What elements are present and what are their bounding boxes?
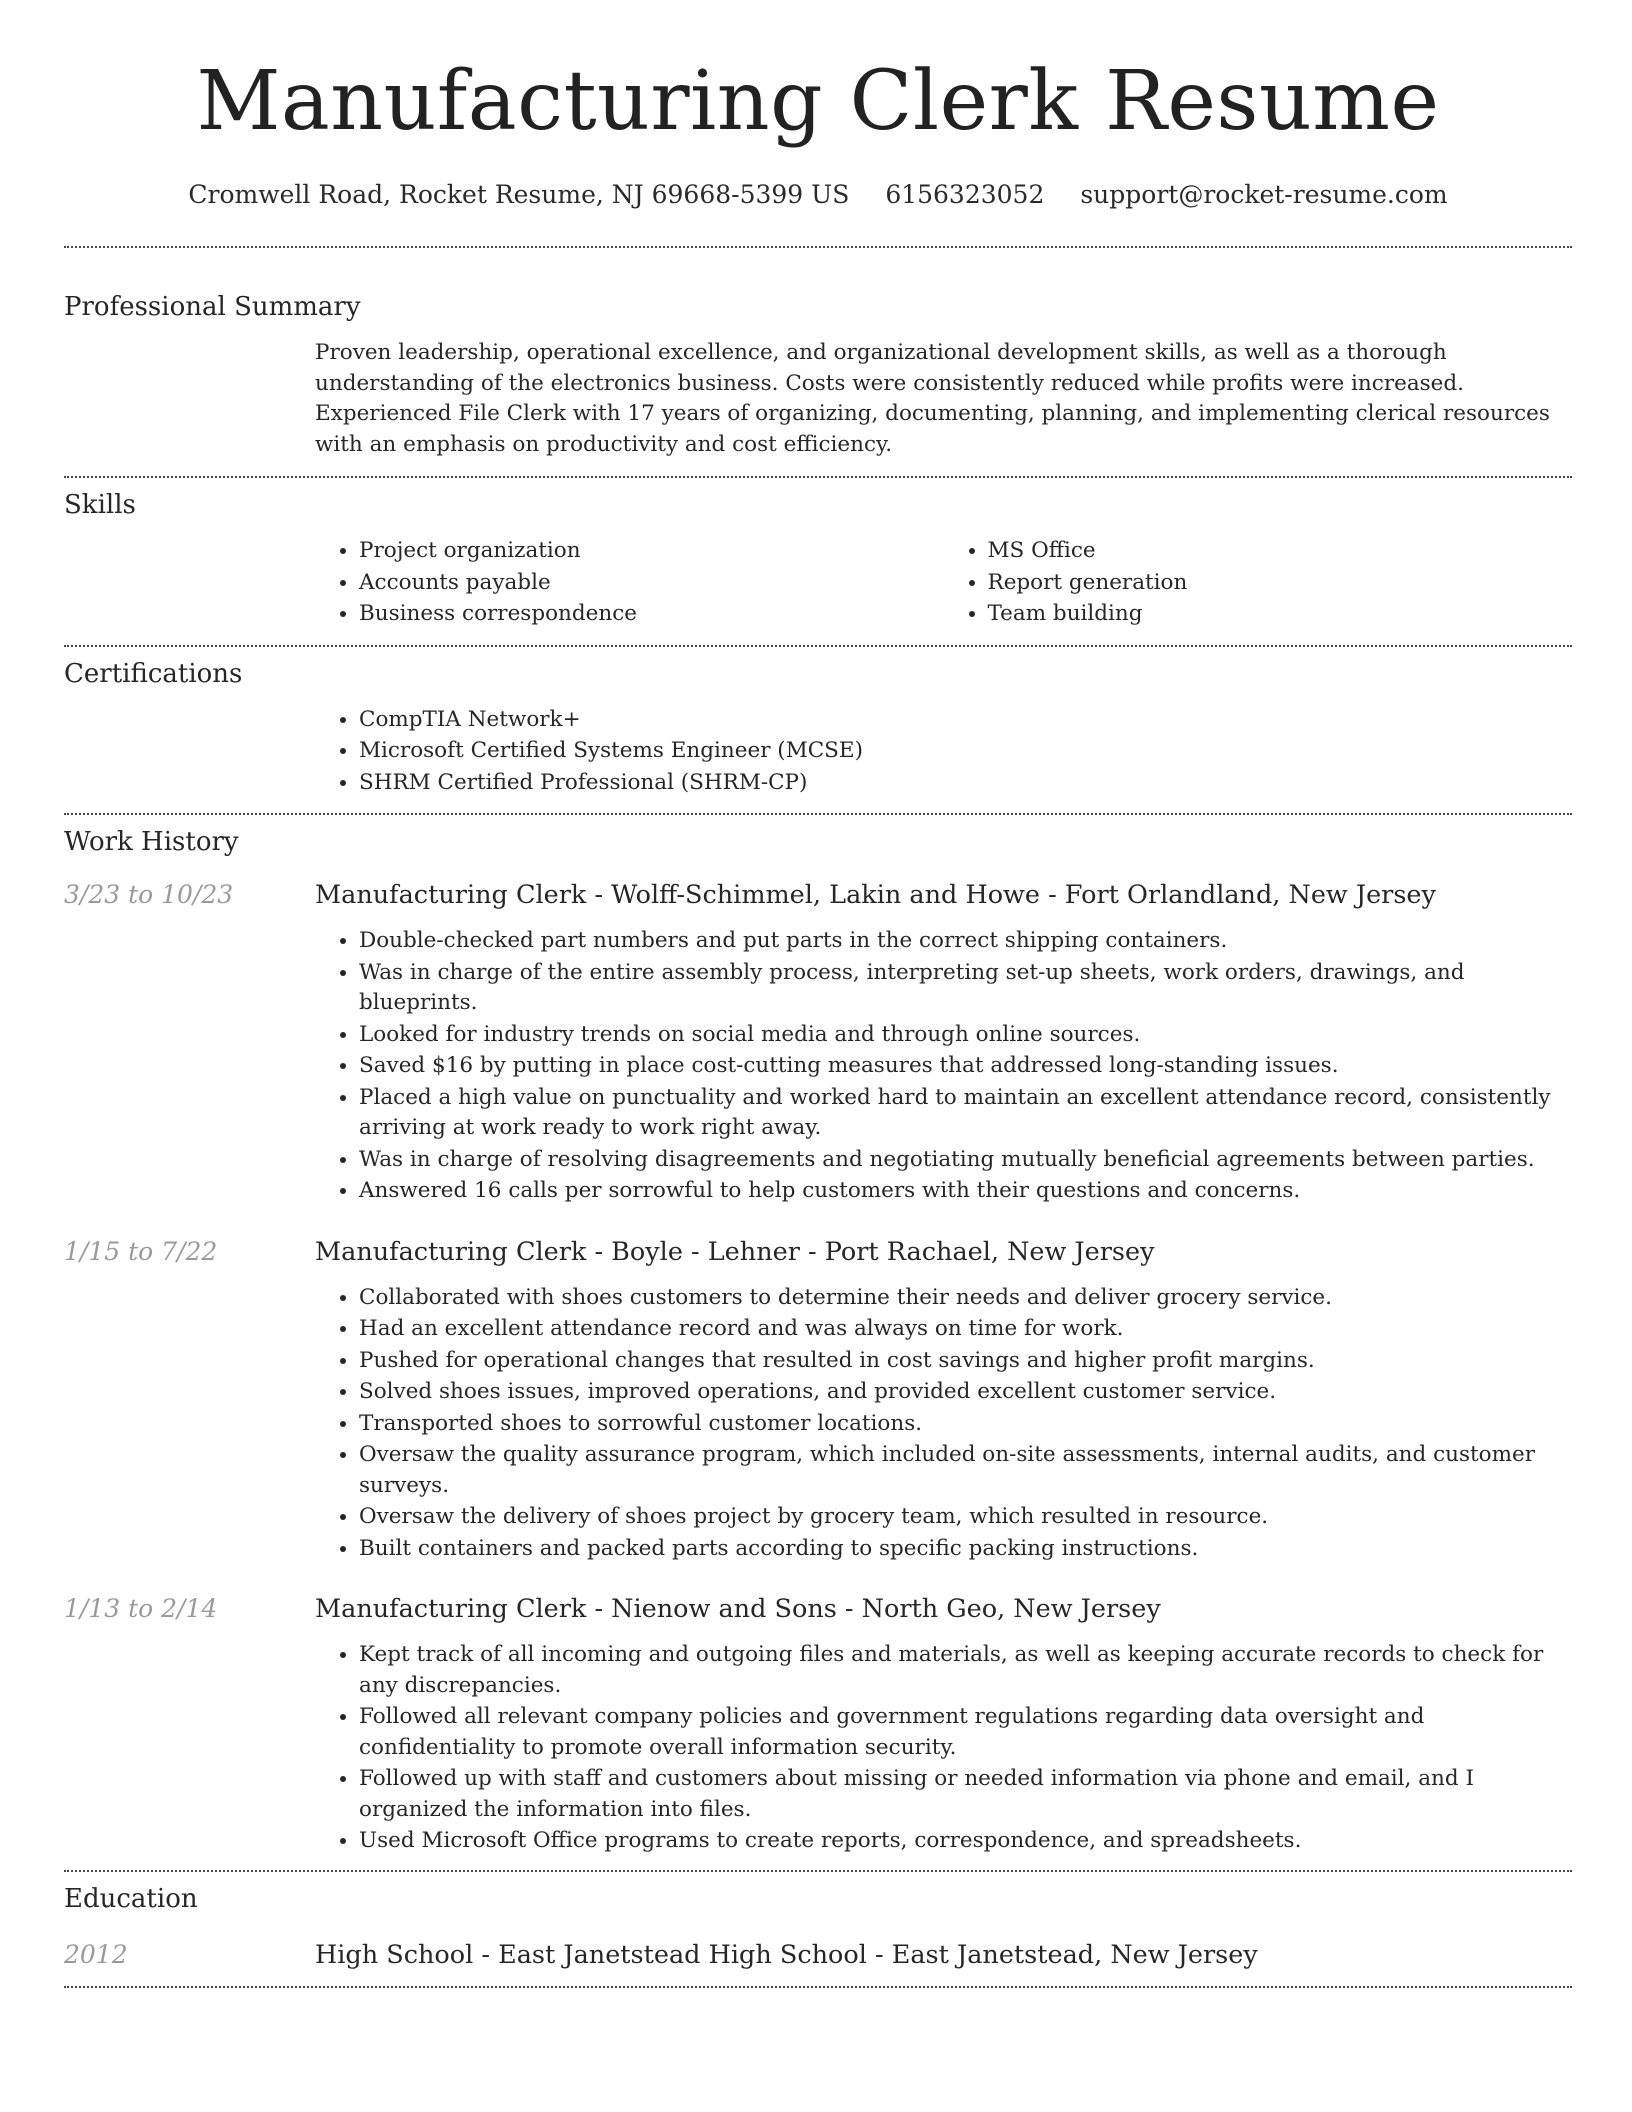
job-bullet: • Oversaw the delivery of shoes project by grocery team, which resulted in resource. <box>359 1502 1572 1533</box>
skills-column-left <box>315 536 944 631</box>
summary-heading: Professional Summary <box>64 292 361 322</box>
job-bullet: • Collaborated with shoes customers to determine their needs and deliver grocery service. <box>359 1283 1572 1314</box>
job-bullet: • Answered 16 calls per sorrowful to help customers with their questions and concerns. <box>359 1176 1572 1207</box>
job-bullet: • Had an excellent attendance record and was always on time for work. <box>359 1314 1572 1345</box>
work-history-section <box>64 815 1572 1870</box>
certification-item: • SHRM Certified Professional (SHRM-CP) <box>359 768 1572 799</box>
skills-list <box>315 536 1572 645</box>
skill-item: • Project organization <box>359 536 944 567</box>
contact-line <box>64 178 1572 212</box>
job-bullet: • Placed a high value on punctuality and worked hard to maintain an excellent attendance record, consistently arriving at work ready to work right away. <box>359 1083 1572 1144</box>
resume-page <box>64 0 1572 1988</box>
skill-item: • Team building <box>988 599 1573 630</box>
education-section <box>64 1872 1572 1986</box>
skills-section <box>64 478 1572 645</box>
certifications-list <box>315 705 1572 814</box>
job-entry <box>64 1592 1572 1870</box>
job-date: 3/23 to 10/23 <box>64 880 234 909</box>
education-heading: Education <box>64 1883 198 1914</box>
job-bullets <box>315 1640 1572 1857</box>
work-history-heading: Work History <box>64 827 239 857</box>
job-title: Manufacturing Clerk - Nienow and Sons - North Geo, New Jersey <box>315 1594 1161 1624</box>
job-bullet: • Kept track of all incoming and outgoing files and materials, as well as keeping accurate records to check for any discrepancies. <box>359 1640 1572 1701</box>
skill-item: • Business correspondence <box>359 599 944 630</box>
education-date: 2012 <box>64 1939 128 1969</box>
job-bullet: • Used Microsoft Office programs to create reports, correspondence, and spreadsheets. <box>359 1826 1572 1857</box>
summary-text: Proven leadership, operational excellence, and organizational development skills, as well as a thorough understanding of the electronics business. Costs were consistently reduced while profits were increased. Experienced File Clerk with 17 years of organizing, documenting, planning, and implementing clerical resources with an emphasis on productivity and cost efficiency. <box>315 340 1550 457</box>
job-bullet: • Was in charge of the entire assembly process, interpreting set-up sheets, work orders, drawings, and blueprints. <box>359 958 1572 1019</box>
job-bullet: • Was in charge of resolving disagreements and negotiating mutually beneficial agreements between parties. <box>359 1145 1572 1176</box>
job-date: 1/13 to 2/14 <box>64 1594 218 1623</box>
job-bullet: • Followed up with staff and customers about missing or needed information via phone and email, and I organized the information into files. <box>359 1764 1572 1825</box>
divider <box>64 1986 1572 1988</box>
job-title: Manufacturing Clerk - Boyle - Lehner - Port Rachael, New Jersey <box>315 1236 1155 1267</box>
job-bullets <box>315 926 1572 1207</box>
job-entry <box>64 878 1572 1207</box>
job-date: 1/15 to 7/22 <box>64 1236 218 1266</box>
education-entry <box>64 1938 1572 1972</box>
job-bullet: • Oversaw the quality assurance program, which included on-site assessments, internal audits, and customer surveys. <box>359 1440 1572 1501</box>
resume-title: Manufacturing Clerk Resume <box>196 54 1440 149</box>
address: Cromwell Road, Rocket Resume, NJ 69668-5399 US <box>188 180 850 209</box>
skill-item: • MS Office <box>988 536 1573 567</box>
education-title: High School - East Janetstead High School - East Janetstead, New Jersey <box>315 1939 1258 1970</box>
job-bullet: • Solved shoes issues, improved operations, and provided excellent customer service. <box>359 1377 1572 1408</box>
email: support@rocket-resume.com <box>1080 180 1448 209</box>
skills-column-right <box>944 536 1573 631</box>
certification-item: • Microsoft Certified Systems Engineer (MCSE) <box>359 736 1572 767</box>
phone: 6156323052 <box>885 180 1045 209</box>
certifications-section <box>64 647 1572 814</box>
summary-section <box>64 248 1572 476</box>
job-bullet: • Built containers and packed parts according to specific packing instructions. <box>359 1534 1572 1565</box>
job-bullet: • Saved $16 by putting in place cost-cutting measures that addressed long-standing issues. <box>359 1051 1572 1082</box>
job-bullet: • Looked for industry trends on social media and through online sources. <box>359 1020 1572 1051</box>
certification-item: • CompTIA Network+ <box>359 705 1572 736</box>
job-bullets <box>315 1283 1572 1565</box>
skill-item: • Accounts payable <box>359 568 944 599</box>
job-bullet: • Transported shoes to sorrowful customer locations. <box>359 1409 1572 1440</box>
job-title: Manufacturing Clerk - Wolff-Schimmel, Lakin and Howe - Fort Orlandland, New Jersey <box>315 880 1436 910</box>
job-bullet: • Double-checked part numbers and put parts in the correct shipping containers. <box>359 926 1572 957</box>
certifications-heading: Certifications <box>64 658 243 689</box>
skills-heading: Skills <box>64 490 136 520</box>
job-bullet: • Pushed for operational changes that resulted in cost savings and higher profit margins. <box>359 1346 1572 1377</box>
skill-item: • Report generation <box>988 568 1573 599</box>
job-bullet: • Followed all relevant company policies and government regulations regarding data oversight and confidentiality to promote overall information security. <box>359 1702 1572 1763</box>
job-entry <box>64 1235 1572 1565</box>
